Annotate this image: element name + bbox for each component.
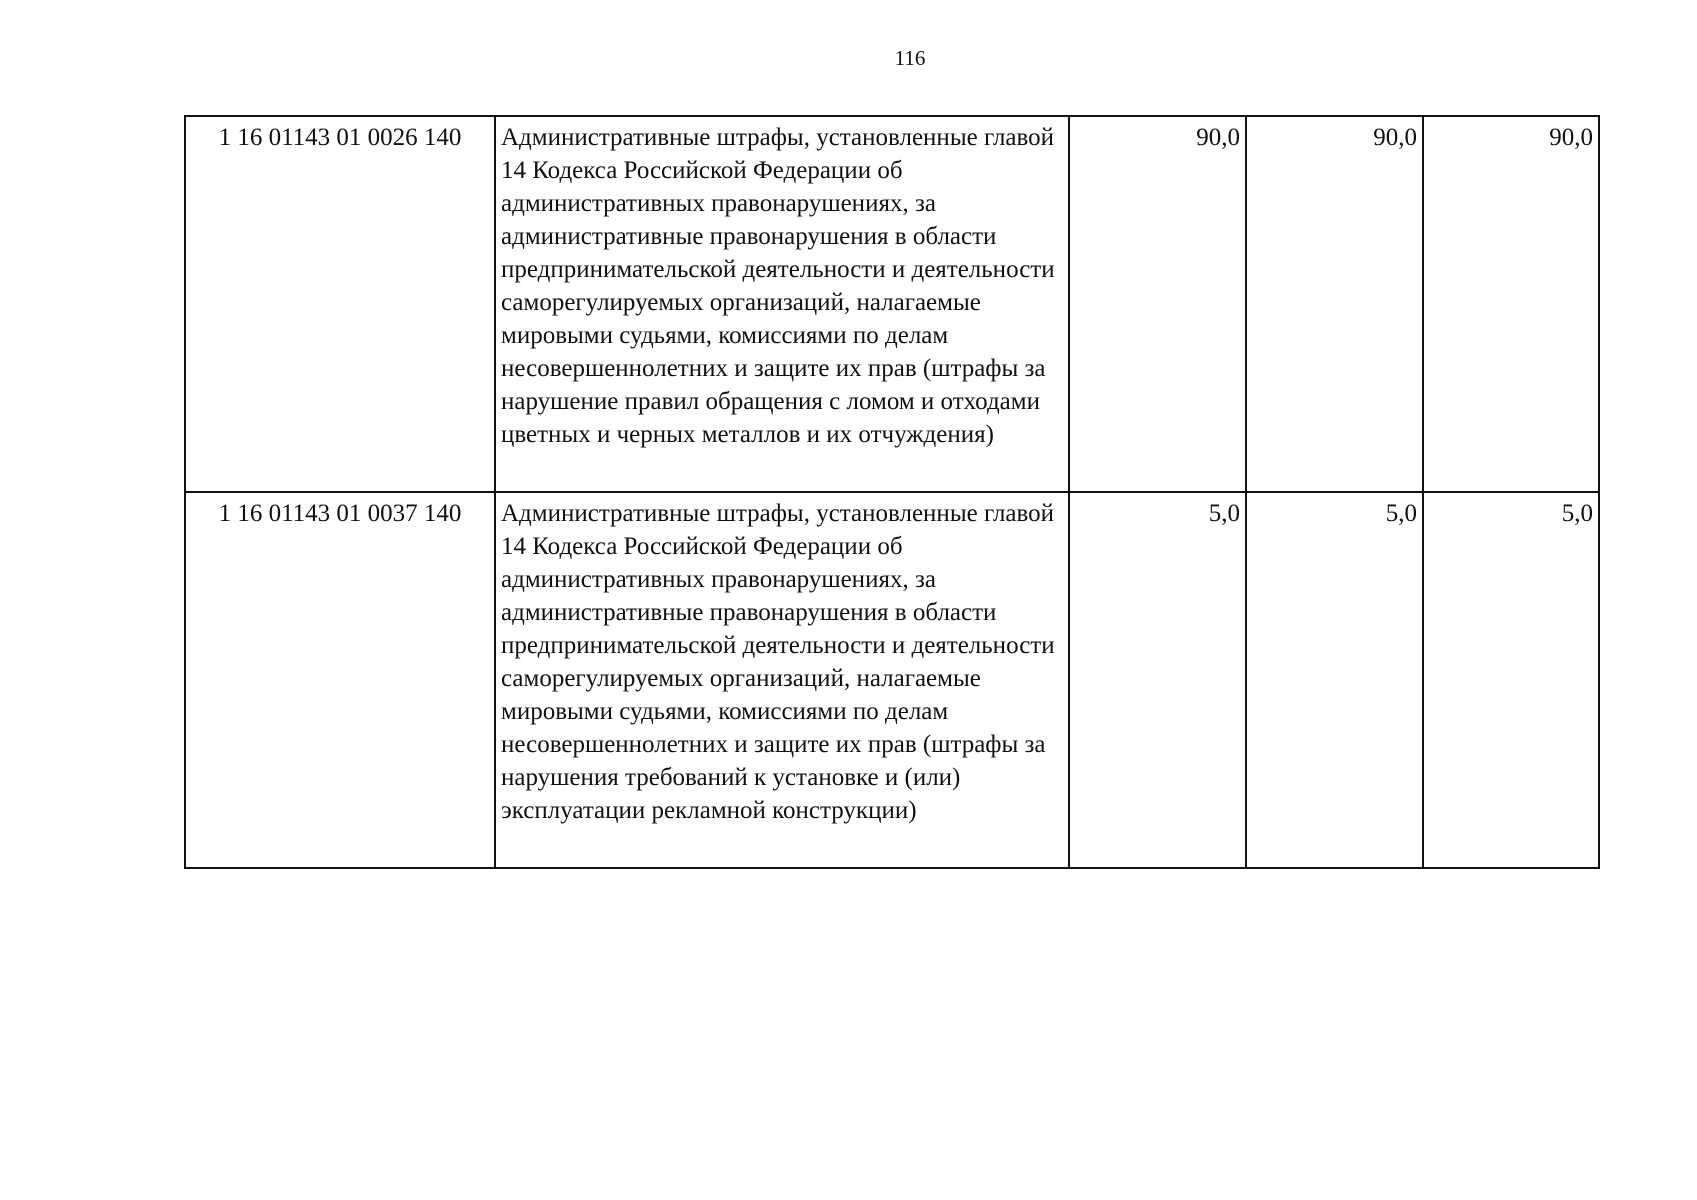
budget-code-cell: 1 16 01143 01 0026 140 (185, 116, 495, 492)
value-cell-year-3: 5,0 (1423, 492, 1599, 868)
value-cell-year-3: 90,0 (1423, 116, 1599, 492)
description-cell: Административные штрафы, установленные главой 14 Кодекса Российской Федерации об административных правонарушениях, за административные правонарушения в области предпринимательской деятельности и деятельности саморегулируемых организаций, налагаемые мировыми судьями, комиссиями по делам несовершеннолетних и защите их прав (штрафы за нарушение правил обращения с ломом и отходами цветных и черных металлов и их отчуждения) (495, 116, 1069, 492)
value-cell-year-1: 90,0 (1069, 116, 1246, 492)
table-row (185, 116, 1599, 492)
value-cell-year-2: 90,0 (1246, 116, 1423, 492)
page-number: 116 (894, 46, 926, 70)
description-cell: Административные штрафы, установленные главой 14 Кодекса Российской Федерации об административных правонарушениях, за административные правонарушения в области предпринимательской деятельности и деятельности саморегулируемых организаций, налагаемые мировыми судьями, комиссиями по делам несовершеннолетних и защите их прав (штрафы за нарушения требований к установке и (или) эксплуатации рекламной конструкции) (495, 492, 1069, 868)
value-cell-year-1: 5,0 (1069, 492, 1246, 868)
value-cell-year-2: 5,0 (1246, 492, 1423, 868)
budget-table (184, 115, 1600, 869)
budget-code-cell: 1 16 01143 01 0037 140 (185, 492, 495, 868)
table-row (185, 492, 1599, 868)
